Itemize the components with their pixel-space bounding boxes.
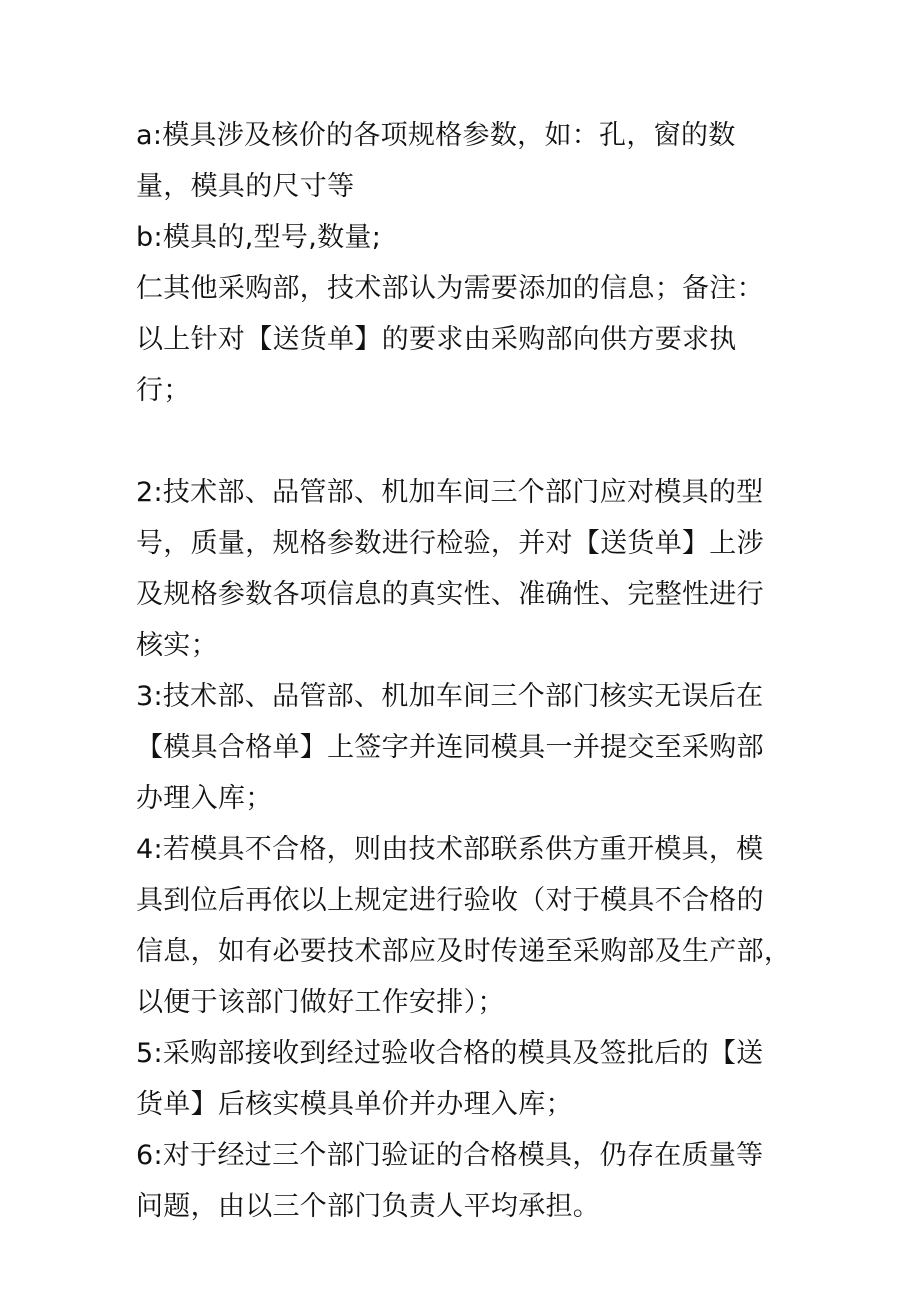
text-line: 5:采购部接收到经过验收合格的模具及签批后的【送	[136, 1038, 764, 1069]
text-line: 量，模具的尺寸等	[136, 171, 355, 202]
clause-a	[136, 110, 816, 212]
text-line: 核实；	[136, 630, 218, 661]
text-line: 4:若模具不合格，则由技术部联系供方重开模具，模	[136, 834, 764, 865]
text-line: 2:技术部、品管部、机加车间三个部门应对模具的型	[136, 477, 764, 508]
text-line: 号，质量，规格参数进行检验，并对【送货单】上涉	[136, 528, 764, 559]
text-line: 信息，如有必要技术部应及时传递至采购部及生产部，	[136, 936, 792, 967]
text-line: 具到位后再依以上规定进行验收（对于模具不合格的	[136, 885, 764, 916]
text-line: 仁其他采购部，技术部认为需要添加的信息；备注：	[136, 273, 764, 304]
clause-6	[136, 1130, 816, 1232]
clause-3	[136, 671, 816, 824]
document-body	[136, 110, 816, 1232]
text-line: 3:技术部、品管部、机加车间三个部门核实无误后在	[136, 681, 764, 712]
text-line: 及规格参数各项信息的真实性、准确性、完整性进行	[136, 579, 764, 610]
paragraph-spacer	[136, 416, 816, 467]
text-line: a:模具涉及核价的各项规格参数，如：孔，窗的数	[136, 120, 736, 151]
clause-4	[136, 824, 816, 1028]
text-line: 以便于该部门做好工作安排）；	[136, 987, 505, 1018]
text-line: 以上针对【送货单】的要求由采购部向供方要求执	[136, 324, 737, 355]
text-line: 行；	[136, 375, 191, 406]
text-line: 【模具合格单】上签字并连同模具一并提交至采购部	[136, 732, 764, 763]
text-line: 办理入库；	[136, 783, 273, 814]
text-line: b:模具的,型号,数量;	[136, 222, 382, 253]
clause-c	[136, 263, 816, 416]
clause-2	[136, 467, 816, 671]
clause-b	[136, 212, 816, 263]
clause-5	[136, 1028, 816, 1130]
text-line: 货单】后核实模具单价并办理入库；	[136, 1089, 573, 1120]
text-line: 6:对于经过三个部门验证的合格模具，仍存在质量等	[136, 1140, 764, 1171]
text-line: 问题，由以三个部门负责人平均承担。	[136, 1191, 601, 1222]
